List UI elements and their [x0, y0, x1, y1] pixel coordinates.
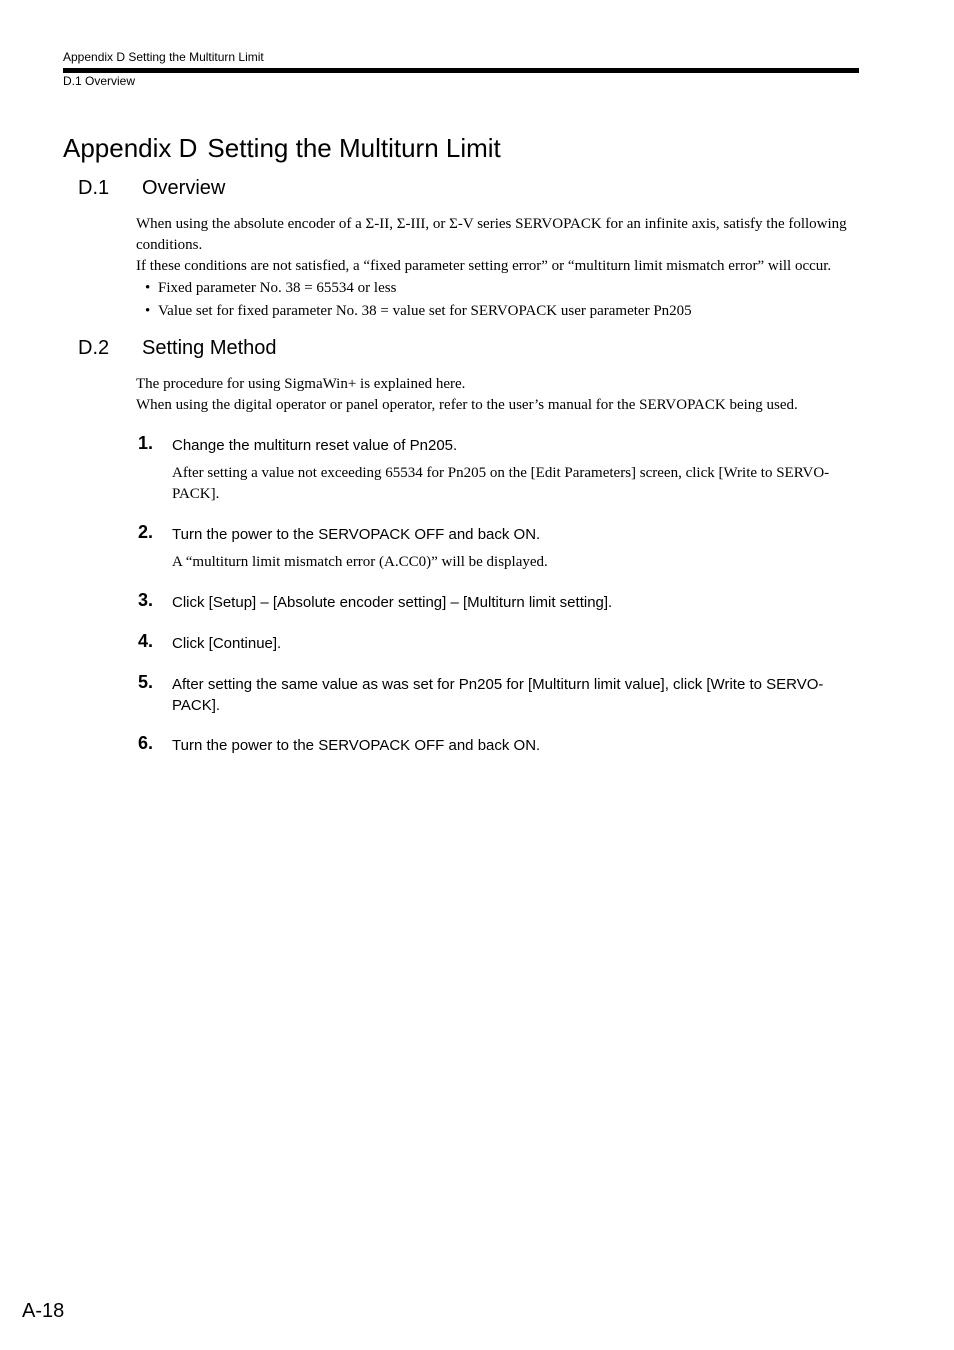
running-header-section: D.1 Overview: [63, 74, 136, 88]
step-number: 6.: [138, 733, 154, 753]
step-number: 5.: [138, 672, 154, 692]
section-heading-d1: [78, 177, 225, 200]
running-header-chapter: Appendix D Setting the Multiturn Limit: [63, 50, 264, 64]
page-number: A-18: [22, 1300, 65, 1322]
page-title: [63, 133, 501, 164]
overview-paragraph-2: If these conditions are not satisfied, a “fixed parameter setting error” or “multiturn limit mismatch error” will occur.: [136, 258, 832, 274]
step-detail: A “multiturn limit mismatch error (A.CC0)” will be displayed.: [172, 554, 548, 570]
step-instruction: Change the multiturn reset value of Pn205.: [172, 437, 458, 454]
appendix-title-text: Setting the Multiturn Limit: [207, 133, 501, 163]
list-item: [145, 301, 692, 322]
step-instruction: Click [Setup] – [Absolute encoder setting] – [Multiturn limit setting].: [172, 594, 613, 611]
method-paragraph-1: The procedure for using SigmaWin+ is explained here.: [136, 376, 466, 392]
appendix-number: Appendix D: [63, 133, 198, 163]
header-rule: [63, 68, 859, 73]
bullet-icon: •: [145, 280, 151, 296]
section-number: D.1: [78, 177, 110, 199]
step-instruction: After setting the same value as was set for Pn205 for [Multiturn limit value], click [Write to SERVO-PACK].: [172, 676, 824, 714]
method-paragraph-2: When using the digital operator or panel operator, refer to the user’s manual for the SERVOPACK being used.: [136, 397, 798, 413]
step-instruction: Click [Continue].: [172, 635, 282, 652]
list-item-text: Fixed parameter No. 38 = 65534 or less: [158, 280, 397, 296]
list-item-text: Value set for fixed parameter No. 38 = value set for SERVOPACK user parameter Pn205: [158, 303, 692, 319]
step-instruction: Turn the power to the SERVOPACK OFF and back ON.: [172, 737, 541, 754]
section-title: Overview: [142, 177, 226, 199]
section-heading-d2: [78, 337, 277, 360]
step-number: 1.: [138, 433, 154, 453]
overview-paragraph-1: When using the absolute encoder of a Σ-II, Σ-III, or Σ-V series SERVOPACK for an infinite axis, satisfy the following conditions.: [136, 216, 847, 253]
step-detail: After setting a value not exceeding 65534 for Pn205 on the [Edit Parameters] screen, click [Write to SERVO-PACK].: [172, 465, 830, 502]
section-number: D.2: [78, 337, 110, 359]
bullet-icon: •: [145, 303, 151, 319]
step-instruction: Turn the power to the SERVOPACK OFF and back ON.: [172, 526, 541, 543]
step-number: 4.: [138, 631, 154, 651]
step-number: 2.: [138, 522, 154, 542]
list-item: [145, 278, 396, 299]
section-title: Setting Method: [142, 337, 277, 359]
step-number: 3.: [138, 590, 154, 610]
